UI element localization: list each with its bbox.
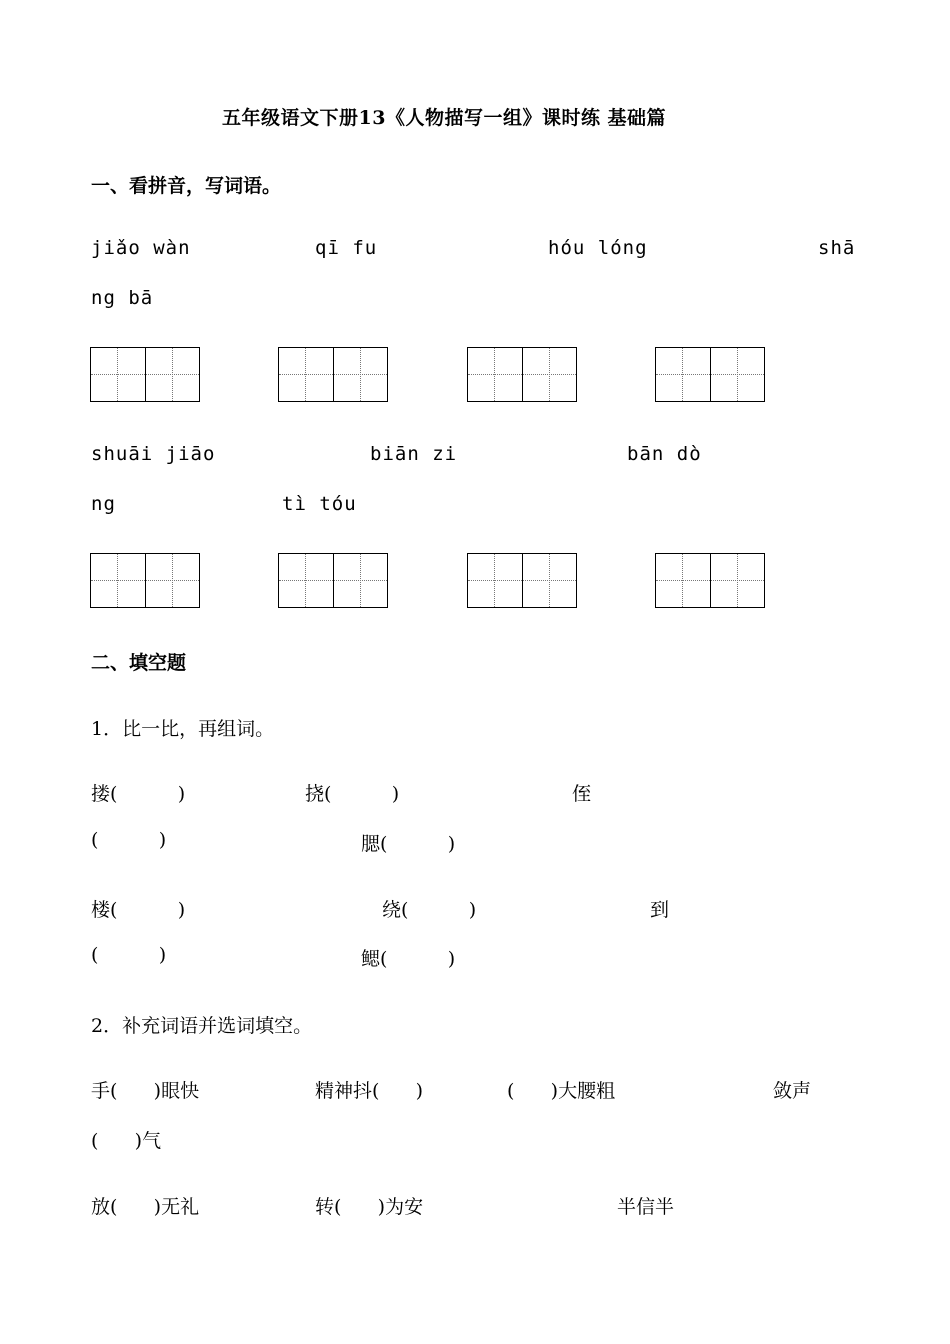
q2-item: 手( )眼快 (91, 1080, 200, 1102)
pinyin-4a: shā (818, 237, 856, 259)
q1-item: 楼( ) (91, 899, 186, 921)
q1-item: 到 (650, 899, 670, 921)
q1-item: 挠( ) (305, 783, 400, 805)
writing-grid[interactable] (467, 347, 577, 402)
writing-grid[interactable] (278, 553, 388, 608)
q1-item: 搂( ) (91, 783, 186, 805)
q1-item: 鳃( ) (361, 948, 456, 970)
pinyin-1: jiǎo wàn (91, 237, 191, 259)
pinyin-7a: bān dò (627, 443, 702, 465)
q2-item: 放( )无礼 (91, 1196, 200, 1218)
writing-grid[interactable] (655, 553, 765, 608)
q1-item: 侄 (572, 783, 592, 805)
writing-grid[interactable] (90, 553, 200, 608)
pinyin-3: hóu lóng (548, 237, 648, 259)
q1-item: ( ) (91, 944, 167, 966)
q2-item: 精神抖( ) (315, 1080, 424, 1102)
pinyin-7b: ng (91, 493, 116, 515)
pinyin-6: biān zi (370, 443, 458, 465)
writing-grid[interactable] (278, 347, 388, 402)
q2-item: 转( )为安 (315, 1196, 424, 1218)
q1-prompt: 1．比一比，再组词。 (91, 718, 275, 740)
pinyin-2: qī fu (315, 237, 378, 259)
q2-item: 半信半 (617, 1196, 675, 1218)
q2-item: 敛声 (773, 1080, 812, 1102)
q2-prompt: 2．补充词语并选词填空。 (91, 1015, 313, 1037)
pinyin-5: shuāi jiāo (91, 443, 216, 465)
page-title: 五年级语文下册13《人物描写一组》课时练 基础篇 (222, 107, 667, 129)
pinyin-8: tì tóu (282, 493, 357, 515)
writing-grid[interactable] (467, 553, 577, 608)
q1-item: 绕( ) (382, 899, 477, 921)
writing-grid[interactable] (90, 347, 200, 402)
section1-heading: 一、看拼音，写词语。 (91, 175, 282, 197)
q1-item: 腮( ) (361, 833, 456, 855)
pinyin-4b: ng bā (91, 287, 154, 309)
q1-item: ( ) (91, 829, 167, 851)
q2-item: ( )气 (91, 1130, 162, 1152)
q2-item: ( )大腰粗 (507, 1080, 616, 1102)
writing-grid[interactable] (655, 347, 765, 402)
section2-heading: 二、填空题 (91, 652, 187, 674)
